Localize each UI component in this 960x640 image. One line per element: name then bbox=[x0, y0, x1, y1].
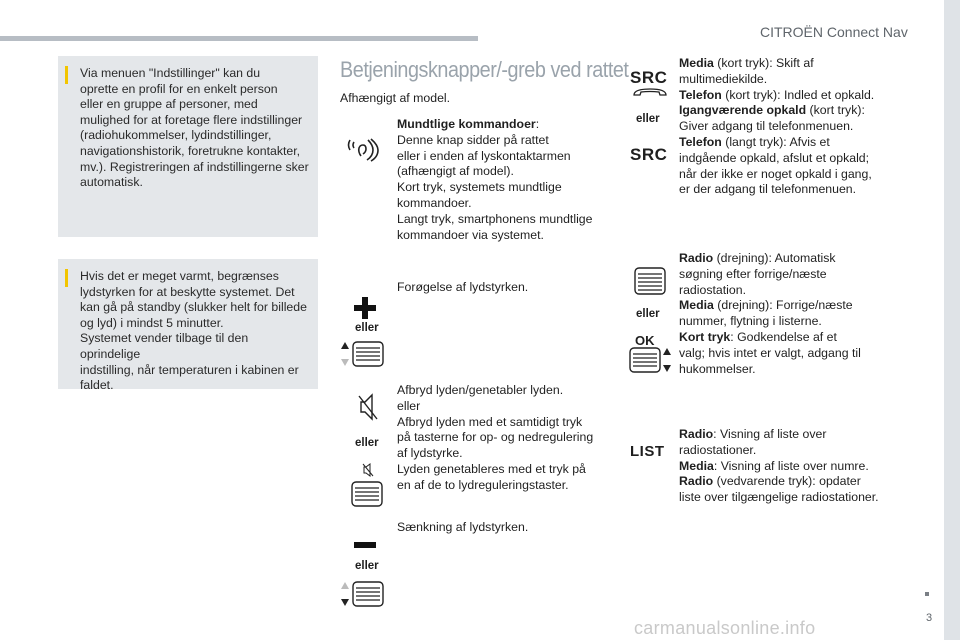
desc-text: (langt tryk): Afvis et indgående opkald, afslut et opkald; når der ikke er noget opkald i gang, er der adgang til telefonmenuen. bbox=[679, 134, 872, 197]
voice-command-description bbox=[397, 117, 593, 243]
desc-text: : Visning af liste over radiostationer. bbox=[679, 427, 827, 457]
desc-text: (kort tryk): Giver adgang til telefonmenuen. bbox=[679, 103, 865, 134]
bold-term: Radio bbox=[679, 251, 714, 265]
list-description bbox=[679, 427, 879, 506]
desc-text: : Visning af liste over numre. bbox=[713, 458, 869, 473]
desc-text: (kort tryk): Indled et opkald. bbox=[725, 87, 875, 102]
note-text: Via menuen "Indstillinger" kan du oprette en profil for en enkelt person eller en gruppe af personer, med mulighed for at foretage flere indstillinger (radiohukommelser, lydindstillinger, navigationshistorik, foretrukne kontakter, mv.). Registreringen af indstillingerne sker automatisk. bbox=[80, 66, 309, 190]
note-text: Hvis det er meget varmt, begrænses lydstyrken for at beskytte systemet. Det kan gå på standby (slukker helt for billede og lyd) i mindst 5 minutter. Systemet vender tilbage til den oprindelige indstilling, når temperaturen i kabinen er faldet. bbox=[80, 269, 307, 393]
watermark: carmanualsonline.info bbox=[634, 618, 816, 638]
note-box-profiles bbox=[58, 56, 318, 237]
voice-command-icon bbox=[345, 136, 381, 162]
desc-text: (drejning): Automatisk søgning efter forrige/næste radiostation. bbox=[679, 251, 836, 297]
ok-label: OK bbox=[635, 333, 655, 348]
thumbwheel-up-icon bbox=[340, 340, 386, 368]
mute-description: Afbryd lyden/genetabler lyden. eller Afbryd lyden med et samtidigt tryk på tasterne for op- og nedregulering af lydstyrke. Lyden genetableres med et tryk på en af de to lydreguleringstaster. bbox=[397, 383, 594, 492]
eller-label: eller bbox=[355, 437, 379, 449]
bold-term: Radio bbox=[679, 474, 714, 489]
eller-label: eller bbox=[355, 322, 379, 334]
phone-handset-icon bbox=[632, 86, 668, 98]
desc-text: : Godkendelse af et valg; hvis intet er valgt, adgang til hukommelser. bbox=[679, 329, 861, 376]
src-button-label-alt: SRC bbox=[630, 145, 668, 164]
desc-text: (vedvarende tryk): opdater liste over tilgængelige radiostationer. bbox=[679, 474, 879, 505]
desc-text: (drejning): Forrige/næste nummer, flytning i listerne. bbox=[679, 298, 853, 329]
page-number: 3 bbox=[926, 612, 933, 624]
list-button-label: LIST bbox=[630, 443, 665, 460]
desc-text: (kort tryk): Skift af multimediekilde. bbox=[679, 56, 814, 86]
header-rule bbox=[0, 36, 478, 41]
eller-label: eller bbox=[636, 113, 660, 125]
eller-label: eller bbox=[636, 308, 660, 320]
minus-icon bbox=[353, 541, 377, 549]
voice-command-text: : Denne knap sidder på rattet eller i enden af lyskontaktarmen (afhængigt af model). Kort tryk, systemets mundtlige kommandoer. Langt tryk, smartphonens mundtlige kommandoer via systemet. bbox=[397, 117, 593, 242]
src-description bbox=[679, 56, 874, 198]
section-title: Betjeningsknapper/-greb ved rattet bbox=[340, 57, 629, 82]
bold-term: Radio bbox=[679, 427, 714, 441]
thumbwheel-down-icon bbox=[340, 580, 386, 608]
bold-term: Telefon bbox=[679, 134, 722, 149]
note-box-heat bbox=[58, 259, 318, 393]
src-button-label: SRC bbox=[630, 68, 668, 87]
bold-term: Telefon bbox=[679, 87, 722, 102]
page-marker bbox=[925, 592, 929, 596]
bold-term: Igangværende opkald bbox=[679, 103, 807, 118]
bold-term: Media bbox=[679, 56, 714, 70]
bold-term: Media bbox=[679, 458, 714, 473]
thumbwheel-icon bbox=[350, 480, 384, 508]
volume-up-description: Forøgelse af lydstyrken. bbox=[397, 280, 529, 294]
plus-icon bbox=[353, 296, 377, 320]
radio-description bbox=[679, 251, 861, 377]
voice-command-title: Mundtlige kommandoer bbox=[397, 117, 536, 131]
thumbwheel-icon bbox=[633, 266, 667, 296]
mute-icon bbox=[357, 392, 379, 422]
section-subtitle: Afhængigt af model. bbox=[340, 91, 451, 105]
bold-term: Kort tryk bbox=[679, 329, 731, 344]
thumbwheel-ok-icon bbox=[629, 346, 673, 374]
page-edge-band bbox=[944, 0, 960, 640]
volume-down-description: Sænkning af lydstyrken. bbox=[397, 520, 529, 534]
mute-icon-small bbox=[362, 462, 374, 478]
eller-label: eller bbox=[355, 560, 379, 572]
header-title: CITROËN Connect Nav bbox=[760, 24, 908, 40]
bold-term: Media bbox=[679, 298, 714, 313]
